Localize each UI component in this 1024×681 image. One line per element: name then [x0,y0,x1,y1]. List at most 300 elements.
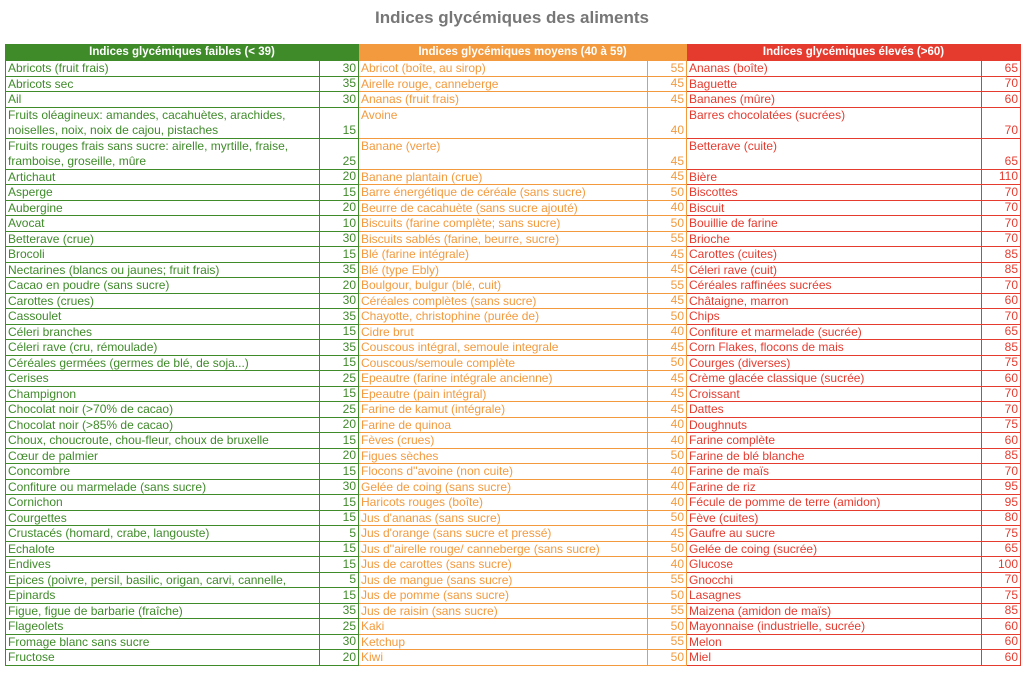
table-row [359,556,686,572]
table-row [687,556,1020,572]
table-row [687,370,1020,386]
table-row [687,76,1020,92]
table-row [6,603,358,619]
food-name: Glucose [689,557,734,571]
gi-value: 45 [647,139,686,169]
gi-value: 20 [319,201,358,216]
table-row [359,169,686,185]
food-name: Baguette [689,76,738,91]
table-row [687,293,1020,309]
food-name: Jus de carottes (sans sucre) [361,557,512,571]
food-name: Crème glacée classique (sucrée) [689,371,865,385]
gi-value: 30 [319,635,358,650]
gi-value: 45 [647,294,686,309]
food-name: Gelée de coing (sucrée) [689,541,818,556]
table-row [359,107,686,138]
table-row [359,494,686,510]
table-row [359,386,686,402]
food-name: Lasagnes [689,588,742,602]
gi-value: 60 [981,619,1020,634]
food-name: Chayotte, christophine (purée de) [361,309,540,323]
food-name: Doughnuts [689,417,748,432]
food-name: Farine de quinoa [361,417,452,432]
gi-value: 50 [647,309,686,324]
food-name: Figue, figue de barbarie (fraîche) [8,603,183,618]
table-row [359,572,686,588]
gi-value: 20 [319,449,358,464]
gi-table [5,44,1021,666]
table-row [6,76,358,92]
gi-value: 70 [981,201,1020,216]
gi-value: 5 [319,526,358,541]
table-row [687,634,1020,650]
gi-value: 60 [981,294,1020,309]
table-row [6,200,358,216]
food-name: Endives [8,557,51,571]
table-row [6,277,358,293]
food-name: Jus de pomme (sans sucre) [361,588,510,602]
food-name: Ananas (fruit frais) [361,92,460,106]
table-row [6,308,358,324]
gi-value: 55 [647,232,686,247]
food-name: Croissant [689,386,740,401]
food-name: Chips [689,309,720,323]
gi-value: 40 [647,557,686,572]
table-row [359,587,686,603]
table-row [6,401,358,417]
gi-value: 40 [647,418,686,433]
food-name: Asperge [8,185,53,199]
table-row [359,324,686,340]
gi-value: 60 [981,92,1020,107]
food-name: Crustacés (homard, crabe, langouste) [8,526,210,540]
table-row [6,246,358,262]
table-row [6,541,358,557]
food-name: Cassoulet [8,309,62,323]
gi-value: 45 [647,170,686,185]
table-row [687,231,1020,247]
food-name: Blé (farine intégrale) [361,247,470,261]
gi-value: 70 [981,573,1020,588]
food-name: Farine de blé blanche [689,448,805,463]
food-name: Jus de mangue (sans sucre) [361,572,513,587]
table-row [687,494,1020,510]
gi-value: 85 [981,604,1020,619]
food-name: Aubergine [8,200,63,215]
food-name: Barre énergétique de céréale (sans sucre) [361,185,586,199]
gi-value: 35 [319,340,358,355]
food-name: Céleri rave (cru, rémoulade) [8,340,158,354]
table-row [6,262,358,278]
food-name: Gaufre au sucre [689,526,776,540]
food-name: Cornichon [8,495,63,509]
table-row [359,200,686,216]
food-name: Biscuits sablés (farine, beurre, sucre) [361,231,560,246]
table-row [6,556,358,572]
table-row [359,277,686,293]
table-row [687,60,1020,76]
food-name: Miel [689,650,712,664]
table-row [359,432,686,448]
table-row [359,401,686,417]
table-row [687,618,1020,634]
food-name: Abricots sec [8,76,74,91]
gi-value: 45 [647,526,686,541]
low-gi-rows [6,60,358,665]
food-name: Châtaigne, marron [689,293,789,308]
gi-value: 50 [647,449,686,464]
gi-value: 45 [647,92,686,107]
gi-value: 15 [319,387,358,402]
table-row [359,463,686,479]
table-row [359,262,686,278]
table-row [687,262,1020,278]
food-name: Nectarines (blancs ou jaunes; fruit frais) [8,262,220,277]
table-row [359,541,686,557]
gi-value: 50 [647,542,686,557]
medium-gi-rows [359,60,686,665]
table-row [6,386,358,402]
gi-value: 30 [319,294,358,309]
food-name: Farine de maïs [689,464,770,478]
gi-value: 15 [319,185,358,200]
table-row [6,463,358,479]
table-row [687,138,1020,169]
table-row [687,479,1020,495]
food-name: Figues sèches [361,448,439,463]
food-name: Fruits oléagineux: amandes, cacahuètes, arachides, noiselles, noix, noix de cajou, pistaches [8,107,286,137]
gi-value: 40 [647,433,686,448]
gi-value: 85 [981,449,1020,464]
food-name: Chocolat noir (>85% de cacao) [8,417,174,432]
table-row [359,370,686,386]
food-name: Céréales germées (germes de blé, de soja...) [8,355,249,370]
food-name: Mayonnaise (industrielle, sucrée) [689,619,866,633]
food-name: Jus d''airelle rouge/ canneberge (sans sucre) [361,541,600,556]
gi-value: 55 [647,573,686,588]
gi-value: 15 [319,108,358,138]
table-row [359,618,686,634]
table-row [687,587,1020,603]
food-name: Gelée de coing (sans sucre) [361,479,512,494]
gi-value: 50 [647,650,686,665]
gi-value: 45 [647,77,686,92]
food-name: Bouillie de farine [689,216,778,230]
table-row [6,634,358,650]
food-name: Fève (cuites) [689,510,759,525]
gi-value: 50 [647,511,686,526]
gi-value: 20 [319,170,358,185]
food-name: Couscous intégral, semoule integrale [361,340,559,354]
table-row [687,339,1020,355]
food-name: Céréales complètes (sans sucre) [361,293,537,308]
table-row [687,277,1020,293]
gi-value: 95 [981,495,1020,510]
gi-value: 25 [319,619,358,634]
gi-value: 110 [981,170,1020,185]
gi-value: 5 [319,573,358,588]
table-row [6,293,358,309]
medium-gi-header: Indices glycémiques moyens (40 à 59) [359,45,686,60]
low-gi-column [5,44,359,666]
food-name: Abricots (fruit frais) [8,61,109,75]
food-name: Fromage blanc sans sucre [8,634,150,649]
table-row [359,60,686,76]
gi-value: 30 [319,480,358,495]
table-row [687,541,1020,557]
food-name: Bière [689,169,718,184]
food-name: Epices (poivre, persil, basilic, origan, carvi, cannelle, [8,572,287,587]
food-name: Epinards [8,588,56,602]
table-row [687,448,1020,464]
food-name: Choux, choucroute, chou-fleur, choux de bruxelle [8,433,269,447]
food-name: Flageolets [8,619,64,633]
food-name: Boulgour, bulgur (blé, cuit) [361,278,502,292]
food-name: Cœur de palmier [8,448,99,463]
gi-value: 70 [981,108,1020,138]
gi-value: 50 [647,588,686,603]
table-row [687,463,1020,479]
table-row [6,618,358,634]
table-row [687,215,1020,231]
table-row [359,649,686,665]
food-name: Céleri branches [8,324,93,339]
gi-value: 35 [319,309,358,324]
gi-value: 25 [319,402,358,417]
table-row [6,510,358,526]
table-row [687,184,1020,200]
gi-value: 70 [981,216,1020,231]
table-row [687,401,1020,417]
gi-value: 60 [981,433,1020,448]
table-row [687,386,1020,402]
gi-value: 75 [981,588,1020,603]
table-row [687,649,1020,665]
food-name: Jus de raisin (sans sucre) [361,603,498,618]
food-name: Beurre de cacahuète (sans sucre ajouté) [361,200,578,215]
table-row [687,355,1020,371]
table-row [6,169,358,185]
gi-value: 50 [647,216,686,231]
table-row [6,91,358,107]
table-row [359,355,686,371]
gi-value: 25 [319,371,358,386]
table-row [359,91,686,107]
gi-value: 45 [647,387,686,402]
food-name: Chocolat noir (>70% de cacao) [8,402,174,416]
gi-value: 20 [319,278,358,293]
gi-value: 70 [981,402,1020,417]
food-name: Maizena (amidon de maïs) [689,603,832,618]
gi-value: 25 [319,139,358,169]
table-row [687,169,1020,185]
table-row [687,510,1020,526]
food-name: Blé (type Ebly) [361,262,440,277]
gi-value: 85 [981,263,1020,278]
table-row [6,417,358,433]
food-name: Brioche [689,231,730,246]
table-row [6,494,358,510]
gi-value: 100 [981,557,1020,572]
table-row [359,339,686,355]
food-name: Ketchup [361,634,406,649]
gi-value: 45 [647,340,686,355]
gi-value: 30 [319,92,358,107]
table-row [6,649,358,665]
gi-value: 15 [319,433,358,448]
gi-value: 65 [981,542,1020,557]
table-row [359,308,686,324]
food-name: Avocat [8,216,45,230]
table-row [6,231,358,247]
food-name: Farine complète [689,433,776,447]
gi-value: 35 [319,77,358,92]
page-title: Indices glycémiques des aliments [374,8,649,27]
low-gi-header: Indices glycémiques faibles (< 39) [6,45,358,60]
gi-value: 10 [319,216,358,231]
food-name: Ananas (boîte) [689,61,768,75]
gi-value: 55 [647,61,686,76]
table-row [359,603,686,619]
gi-value: 40 [647,480,686,495]
table-row [6,370,358,386]
table-row [359,76,686,92]
food-name: Couscous/semoule complète [361,355,516,370]
food-name: Dattes [689,402,724,416]
gi-value: 15 [319,495,358,510]
gi-value: 70 [981,309,1020,324]
gi-value: 70 [981,232,1020,247]
high-gi-header: Indices glycémiques élevés (>60) [687,45,1020,60]
gi-value: 45 [647,263,686,278]
gi-value: 75 [981,356,1020,371]
table-row [359,510,686,526]
food-name: Cacao en poudre (sans sucre) [8,278,170,292]
food-name: Farine de riz [689,479,756,494]
gi-value: 40 [647,464,686,479]
table-row [687,246,1020,262]
food-name: Kiwi [361,650,384,664]
food-name: Jus d'ananas (sans sucre) [361,510,501,525]
food-name: Corn Flakes, flocons de mais [689,340,844,354]
food-name: Champignon [8,386,77,401]
gi-value: 35 [319,263,358,278]
table-row [359,138,686,169]
gi-value: 60 [981,650,1020,665]
food-name: Flocons d''avoine (non cuite) [361,464,513,478]
gi-value: 15 [319,588,358,603]
food-name: Betterave (cuite) [689,138,778,153]
table-row [687,417,1020,433]
gi-value: 60 [981,371,1020,386]
food-name: Artichaut [8,169,56,184]
food-name: Courgettes [8,510,67,525]
table-row [359,634,686,650]
gi-value: 45 [647,371,686,386]
table-row [359,215,686,231]
gi-value: 85 [981,247,1020,262]
table-row [6,479,358,495]
table-row [687,432,1020,448]
table-row [6,60,358,76]
food-name: Concombre [8,464,71,478]
table-row [359,184,686,200]
food-name: Courges (diverses) [689,355,791,370]
table-row [359,246,686,262]
gi-value: 55 [647,604,686,619]
food-name: Kaki [361,619,385,633]
food-name: Ail [8,92,22,106]
food-name: Melon [689,634,722,649]
gi-value: 65 [981,139,1020,169]
gi-value: 70 [981,77,1020,92]
table-row [687,324,1020,340]
food-name: Gnocchi [689,572,734,587]
food-name: Banane plantain (crue) [361,169,483,184]
food-name: Jus d'orange (sans sucre et pressé) [361,526,552,540]
table-row [359,479,686,495]
gi-value: 70 [981,278,1020,293]
food-name: Cidre brut [361,324,414,339]
table-row [6,138,358,169]
table-row [6,184,358,200]
table-row [687,525,1020,541]
food-name: Bananes (mûre) [689,92,776,106]
food-name: Airelle rouge, canneberge [361,76,499,91]
table-row [359,417,686,433]
food-name: Fruits rouges frais sans sucre: airelle, myrtille, fraise, framboise, groseille, mûre [8,138,289,168]
table-row [6,215,358,231]
food-name: Betterave (crue) [8,231,95,246]
gi-value: 70 [981,185,1020,200]
food-name: Epeautre (pain intégral) [361,386,487,401]
gi-value: 70 [981,387,1020,402]
table-row [6,339,358,355]
table-row [687,308,1020,324]
gi-value: 70 [981,464,1020,479]
table-row [687,91,1020,107]
food-name: Confiture ou marmelade (sans sucre) [8,479,207,494]
gi-value: 15 [319,511,358,526]
table-row [687,200,1020,216]
food-name: Fécule de pomme de terre (amidon) [689,495,881,509]
food-name: Biscuit [689,200,725,215]
gi-value: 30 [319,232,358,247]
gi-value: 15 [319,557,358,572]
table-row [6,324,358,340]
gi-value: 50 [647,356,686,371]
gi-value: 15 [319,325,358,340]
food-name: Haricots rouges (boîte) [361,495,484,509]
table-row [359,293,686,309]
food-name: Avoine [361,107,398,122]
table-row [6,448,358,464]
gi-value: 55 [647,635,686,650]
gi-value: 15 [319,464,358,479]
table-row [6,107,358,138]
gi-value: 75 [981,418,1020,433]
gi-value: 35 [319,604,358,619]
gi-value: 95 [981,480,1020,495]
food-name: Brocoli [8,247,45,261]
gi-value: 40 [647,495,686,510]
high-gi-column [687,44,1021,666]
gi-value: 80 [981,511,1020,526]
gi-value: 55 [647,278,686,293]
table-row [6,432,358,448]
food-name: Confiture et marmelade (sucrée) [689,324,862,339]
food-name: Fructose [8,650,55,664]
